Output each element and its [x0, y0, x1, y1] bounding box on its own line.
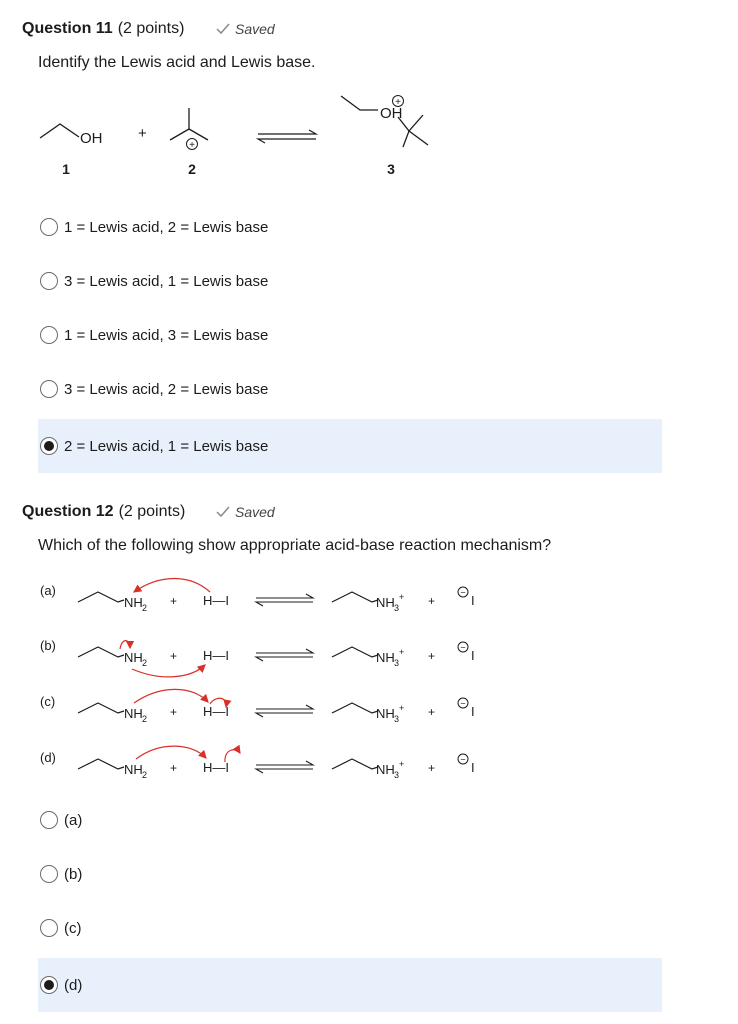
molecule-2-charge: + [189, 140, 195, 151]
ammonium-superscript: + [399, 592, 405, 602]
ammonium-subscript: 3 [394, 714, 400, 724]
negative-charge-sign: − [460, 642, 466, 653]
q11-number: Question 11 [22, 20, 113, 37]
q12-option-b-radio[interactable] [40, 865, 58, 883]
q12-option-d[interactable] [38, 958, 662, 1012]
ammonium-subscript: 3 [394, 603, 400, 613]
q11-prompt: Identify the Lewis acid and Lewis base. [38, 54, 316, 71]
plus-sign: + [138, 125, 147, 142]
q12-points: (2 points) [118, 503, 186, 520]
ammonium-subscript: 3 [394, 658, 400, 668]
propyl-chain [332, 759, 378, 769]
iodide-ion: I [471, 648, 475, 663]
iodide-ion: I [471, 760, 475, 775]
equilibrium-arrow-reverse [256, 713, 313, 717]
propyl-chain [78, 647, 124, 657]
curved-arrow [120, 641, 130, 649]
plus-sign: + [428, 705, 436, 719]
equilibrium-arrow-forward [256, 649, 313, 653]
plus-sign: + [170, 594, 178, 608]
amine-subscript: 2 [142, 603, 148, 613]
plus-sign: + [428, 649, 436, 663]
negative-charge-sign: − [460, 587, 466, 598]
ammonium-nh: NH [376, 650, 395, 665]
equilibrium-arrow-forward [256, 705, 313, 709]
q12-option-d-radio[interactable] [40, 976, 58, 994]
ammonium-subscript: 3 [394, 770, 400, 780]
ammonium-nh: NH [376, 762, 395, 777]
check-icon [216, 506, 230, 518]
iodide-ion: I [471, 593, 475, 608]
propyl-chain [332, 592, 378, 602]
iodide-ion: I [471, 704, 475, 719]
molecule-3-oh: OH [380, 105, 403, 122]
plus-sign: + [428, 594, 436, 608]
q12-header [22, 503, 185, 521]
q12-option-c[interactable] [38, 901, 662, 955]
q11-saved-label: Saved [235, 21, 275, 37]
curved-arrow [134, 689, 208, 703]
mechanism-row-label: (d) [40, 750, 56, 765]
molecule-1-oh: OH [80, 130, 103, 147]
mechanism-row-c [40, 689, 475, 724]
molecule-1-ethanol [40, 124, 79, 138]
mechanism-row-d [40, 746, 475, 780]
ammonium-superscript: + [399, 703, 405, 713]
propyl-chain [332, 647, 378, 657]
q11-option-3-label[interactable]: 1 = Lewis acid, 3 = Lewis base [64, 326, 269, 344]
equilibrium-arrow-reverse [256, 657, 313, 661]
mechanism-row-a [40, 579, 475, 614]
hydrogen-iodide: H—I [203, 704, 229, 719]
propyl-chain [332, 703, 378, 713]
plus-sign: + [170, 649, 178, 663]
q11-option-5-label[interactable]: 2 = Lewis acid, 1 = Lewis base [64, 437, 269, 455]
molecule-label-1: 1 [62, 161, 70, 177]
q12-saved-label: Saved [235, 504, 275, 520]
equilibrium-arrow [258, 130, 316, 143]
plus-sign: + [428, 761, 436, 775]
q11-points: (2 points) [117, 20, 185, 37]
q12-option-a[interactable] [38, 793, 662, 847]
mechanism-row-label: (c) [40, 694, 56, 709]
q11-option-5-radio[interactable] [40, 437, 58, 455]
q12-mechanism-figure [0, 570, 738, 810]
plus-sign: + [170, 705, 178, 719]
hydrogen-iodide: H—I [203, 593, 229, 608]
mechanism-row-label: (b) [40, 638, 56, 653]
equilibrium-arrow-reverse [256, 769, 313, 773]
q11-option-1-radio[interactable] [40, 218, 58, 236]
hydrogen-iodide: H—I [203, 648, 229, 663]
amine-nh: NH [124, 762, 143, 777]
molecule-label-2: 2 [188, 161, 196, 177]
q12-number: Question 12 [22, 503, 114, 520]
ammonium-superscript: + [399, 759, 405, 769]
propyl-chain [78, 759, 124, 769]
mechanism-row-b [40, 638, 475, 677]
ammonium-nh: NH [376, 595, 395, 610]
q12-option-c-radio[interactable] [40, 919, 58, 937]
q11-option-1[interactable] [38, 200, 662, 254]
ammonium-superscript: + [399, 647, 405, 657]
ammonium-nh: NH [376, 706, 395, 721]
q12-option-a-label[interactable]: (a) [64, 811, 83, 829]
molecule-3-charge: + [395, 97, 401, 108]
q11-option-2-radio[interactable] [40, 272, 58, 290]
amine-nh: NH [124, 595, 143, 610]
amine-nh: NH [124, 706, 143, 721]
negative-charge-sign: − [460, 698, 466, 709]
propyl-chain [78, 703, 124, 713]
q11-option-5[interactable] [38, 419, 662, 473]
q11-reaction-scheme [0, 0, 738, 190]
q12-prompt: Which of the following show appropriate acid-base reaction mechanism? [38, 537, 552, 554]
negative-charge-sign: − [460, 754, 466, 765]
q12-option-a-radio[interactable] [40, 811, 58, 829]
q11-option-4[interactable] [38, 362, 662, 416]
amine-subscript: 2 [142, 714, 148, 724]
equilibrium-arrow-forward [256, 761, 313, 765]
q12-option-b-label[interactable]: (b) [64, 865, 83, 883]
mechanism-row-label: (a) [40, 583, 56, 598]
curved-arrow [134, 579, 210, 593]
q12-option-b[interactable] [38, 847, 662, 901]
q11-option-2[interactable] [38, 254, 662, 308]
q12-option-c-label[interactable]: (c) [64, 919, 82, 937]
hydrogen-iodide: H—I [203, 760, 229, 775]
q12-saved-status [216, 504, 275, 520]
plus-sign: + [170, 761, 178, 775]
q11-option-2-label[interactable]: 3 = Lewis acid, 1 = Lewis base [64, 272, 269, 290]
equilibrium-arrow-forward [256, 594, 313, 598]
amine-subscript: 2 [142, 658, 148, 668]
q11-option-3[interactable] [38, 308, 662, 362]
q11-option-3-radio[interactable] [40, 326, 58, 344]
curved-arrow [136, 746, 206, 759]
amine-nh: NH [124, 650, 143, 665]
molecule-label-3: 3 [387, 161, 395, 177]
q11-option-1-label[interactable]: 1 = Lewis acid, 2 = Lewis base [64, 218, 269, 236]
q11-option-4-label[interactable]: 3 = Lewis acid, 2 = Lewis base [64, 380, 269, 398]
q11-option-4-radio[interactable] [40, 380, 58, 398]
equilibrium-arrow-reverse [256, 602, 313, 606]
q12-option-d-label[interactable]: (d) [64, 976, 83, 994]
propyl-chain [78, 592, 124, 602]
amine-subscript: 2 [142, 770, 148, 780]
